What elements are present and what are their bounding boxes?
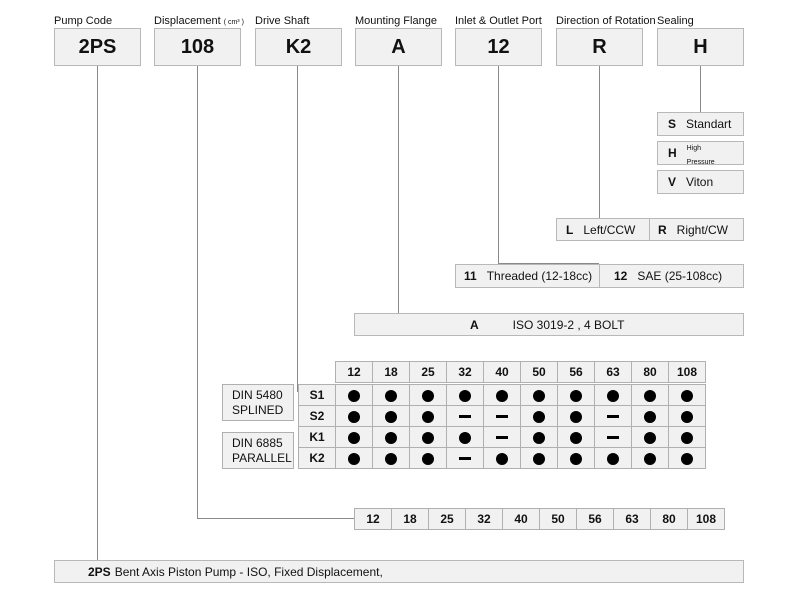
availability-cell <box>632 448 669 469</box>
available-dot-icon <box>607 453 619 465</box>
connector-displacement-h <box>197 518 354 519</box>
availability-cell <box>336 385 373 406</box>
pump-code-box: 2PS <box>54 28 141 66</box>
header-label-port: Inlet & Outlet Port <box>455 15 542 27</box>
connector-rotation <box>599 66 600 218</box>
availability-cell <box>595 448 632 469</box>
connector-sealing <box>700 66 701 112</box>
group-splined-line1: DIN 5480 <box>232 388 283 402</box>
displacement-option-32: 32 <box>466 509 503 530</box>
displacement-option-12: 12 <box>355 509 392 530</box>
header-label-drive-shaft: Drive Shaft <box>255 15 310 27</box>
availability-cell <box>595 406 632 427</box>
sealing-code-v: V <box>668 175 677 189</box>
port-option-12 <box>599 264 744 288</box>
availability-cell <box>669 448 706 469</box>
available-dot-icon <box>422 453 434 465</box>
port-code-11: 11 <box>464 269 477 283</box>
availability-cell <box>521 406 558 427</box>
header-label-displacement <box>154 15 244 27</box>
available-dot-icon <box>644 453 656 465</box>
displacement-header-56: 56 <box>558 362 595 383</box>
table-row <box>299 406 706 427</box>
table-row <box>299 448 706 469</box>
availability-cell <box>558 448 595 469</box>
header-label-mounting-flange: Mounting Flange <box>355 15 437 27</box>
availability-cell <box>373 406 410 427</box>
unavailable-dash-icon <box>459 415 471 418</box>
displacement-options-table <box>354 508 725 530</box>
displacement-option-63: 63 <box>614 509 651 530</box>
flange-code-a: A <box>470 317 479 332</box>
availability-cell <box>484 427 521 448</box>
connector-flange <box>398 66 399 313</box>
availability-cell <box>447 427 484 448</box>
available-dot-icon <box>348 453 360 465</box>
availability-cell <box>558 385 595 406</box>
rotation-label-r: Right/CW <box>676 222 729 237</box>
availability-cell <box>447 448 484 469</box>
availability-cell <box>521 427 558 448</box>
shaft-code-s2: S2 <box>299 406 336 427</box>
displacement-header-12: 12 <box>336 362 373 383</box>
header-label-pump-code: Pump Code <box>54 15 113 27</box>
displacement-header-50: 50 <box>521 362 558 383</box>
availability-cell <box>558 406 595 427</box>
connector-displacement <box>197 66 198 518</box>
displacement-option-80: 80 <box>651 509 688 530</box>
available-dot-icon <box>570 453 582 465</box>
availability-cell <box>336 427 373 448</box>
displacement-header-32: 32 <box>447 362 484 383</box>
availability-cell <box>410 385 447 406</box>
unavailable-dash-icon <box>607 415 619 418</box>
available-dot-icon <box>348 390 360 402</box>
port-label-12: SAE (25-108cc) <box>637 269 723 283</box>
availability-cell <box>669 406 706 427</box>
availability-cell <box>669 427 706 448</box>
availability-cell <box>410 448 447 469</box>
displacement-label-text: Displacement <box>154 15 221 27</box>
available-dot-icon <box>570 390 582 402</box>
sealing-label-h-line1: High <box>686 145 702 152</box>
sealing-code-h: H <box>668 146 677 160</box>
available-dot-icon <box>348 411 360 423</box>
displacement-header-63: 63 <box>595 362 632 383</box>
connector-pump-code <box>97 66 98 560</box>
available-dot-icon <box>385 411 397 423</box>
flange-label-a: ISO 3019-2 , 4 BOLT <box>512 317 625 332</box>
shaft-code-s1: S1 <box>299 385 336 406</box>
sealing-option-s <box>657 112 744 136</box>
availability-cell <box>336 406 373 427</box>
sealing-code-s: S <box>668 117 677 131</box>
available-dot-icon <box>496 453 508 465</box>
rotation-option-r <box>649 218 744 241</box>
availability-cell <box>484 385 521 406</box>
availability-cell <box>336 448 373 469</box>
available-dot-icon <box>570 411 582 423</box>
availability-cell <box>484 448 521 469</box>
available-dot-icon <box>681 411 693 423</box>
displacement-option-25: 25 <box>429 509 466 530</box>
displacement-option-56: 56 <box>577 509 614 530</box>
port-option-11 <box>455 264 600 288</box>
availability-cell <box>410 427 447 448</box>
availability-cell <box>373 448 410 469</box>
available-dot-icon <box>644 432 656 444</box>
port-code-12: 12 <box>614 269 628 283</box>
availability-cell <box>632 385 669 406</box>
availability-cell <box>373 427 410 448</box>
unavailable-dash-icon <box>496 415 508 418</box>
rotation-option-l <box>556 218 650 241</box>
available-dot-icon <box>644 390 656 402</box>
sealing-box: H <box>657 28 744 66</box>
displacement-header-108: 108 <box>669 362 706 383</box>
connector-drive-shaft <box>297 66 298 392</box>
sealing-label-s: Standart <box>686 117 732 131</box>
unavailable-dash-icon <box>496 436 508 439</box>
availability-cell <box>632 427 669 448</box>
table-row <box>299 427 706 448</box>
displacement-header-25: 25 <box>410 362 447 383</box>
rotation-label-l: Left/CCW <box>583 222 636 237</box>
displacement-option-108: 108 <box>688 509 725 530</box>
availability-cell <box>410 406 447 427</box>
availability-cell <box>447 406 484 427</box>
available-dot-icon <box>533 432 545 444</box>
group-splined-line2: SPLINED <box>232 403 284 417</box>
availability-cell <box>595 427 632 448</box>
group-parallel-line2: PARALLEL <box>232 451 292 465</box>
available-dot-icon <box>681 453 693 465</box>
available-dot-icon <box>681 432 693 444</box>
flange-option-a <box>354 313 744 336</box>
available-dot-icon <box>533 411 545 423</box>
available-dot-icon <box>385 390 397 402</box>
available-dot-icon <box>533 453 545 465</box>
availability-cell <box>484 406 521 427</box>
rotation-code-l: L <box>566 222 574 237</box>
available-dot-icon <box>348 432 360 444</box>
displacement-box: 108 <box>154 28 241 66</box>
available-dot-icon <box>644 411 656 423</box>
sealing-label-h-line2: Pressure <box>686 159 715 166</box>
available-dot-icon <box>570 432 582 444</box>
table-row <box>299 385 706 406</box>
port-label-11: Threaded (12-18cc) <box>486 269 593 283</box>
availability-cell <box>595 385 632 406</box>
connector-port <box>498 66 499 263</box>
footer-code: 2PS <box>88 564 111 579</box>
availability-cell <box>669 385 706 406</box>
availability-cell <box>521 385 558 406</box>
available-dot-icon <box>681 390 693 402</box>
displacement-option-40: 40 <box>503 509 540 530</box>
header-label-sealing: Sealing <box>657 15 694 27</box>
group-parallel-line1: DIN 6885 <box>232 436 283 450</box>
available-dot-icon <box>459 432 471 444</box>
displacement-header-80: 80 <box>632 362 669 383</box>
available-dot-icon <box>385 453 397 465</box>
sealing-option-h <box>657 141 744 165</box>
displacement-option-50: 50 <box>540 509 577 530</box>
table-corner <box>299 362 336 383</box>
available-dot-icon <box>422 432 434 444</box>
unavailable-dash-icon <box>459 457 471 460</box>
shaft-group-splined <box>222 384 294 421</box>
port-box: 12 <box>455 28 542 66</box>
available-dot-icon <box>422 411 434 423</box>
shaft-group-parallel <box>222 432 294 469</box>
available-dot-icon <box>496 390 508 402</box>
available-dot-icon <box>459 390 471 402</box>
drive-shaft-box: K2 <box>255 28 342 66</box>
available-dot-icon <box>607 390 619 402</box>
rotation-code-r: R <box>658 222 667 237</box>
available-dot-icon <box>533 390 545 402</box>
rotation-box: R <box>556 28 643 66</box>
footer-description <box>54 560 744 583</box>
availability-cell <box>373 385 410 406</box>
availability-cell <box>632 406 669 427</box>
header-label-rotation: Direction of Rotation <box>556 15 656 27</box>
shaft-code-k2: K2 <box>299 448 336 469</box>
sealing-option-v <box>657 170 744 194</box>
availability-cell <box>558 427 595 448</box>
displacement-header-40: 40 <box>484 362 521 383</box>
footer-text: Bent Axis Piston Pump - ISO, Fixed Displacement, <box>114 564 383 579</box>
sealing-label-v: Viton <box>686 175 714 189</box>
availability-cell <box>521 448 558 469</box>
displacement-option-18: 18 <box>392 509 429 530</box>
availability-cell <box>447 385 484 406</box>
mounting-flange-box: A <box>355 28 442 66</box>
shaft-code-k1: K1 <box>299 427 336 448</box>
shaft-availability-table <box>298 361 706 469</box>
available-dot-icon <box>422 390 434 402</box>
unavailable-dash-icon <box>607 436 619 439</box>
available-dot-icon <box>385 432 397 444</box>
displacement-header-18: 18 <box>373 362 410 383</box>
displacement-unit: ( cm³ ) <box>223 19 244 26</box>
